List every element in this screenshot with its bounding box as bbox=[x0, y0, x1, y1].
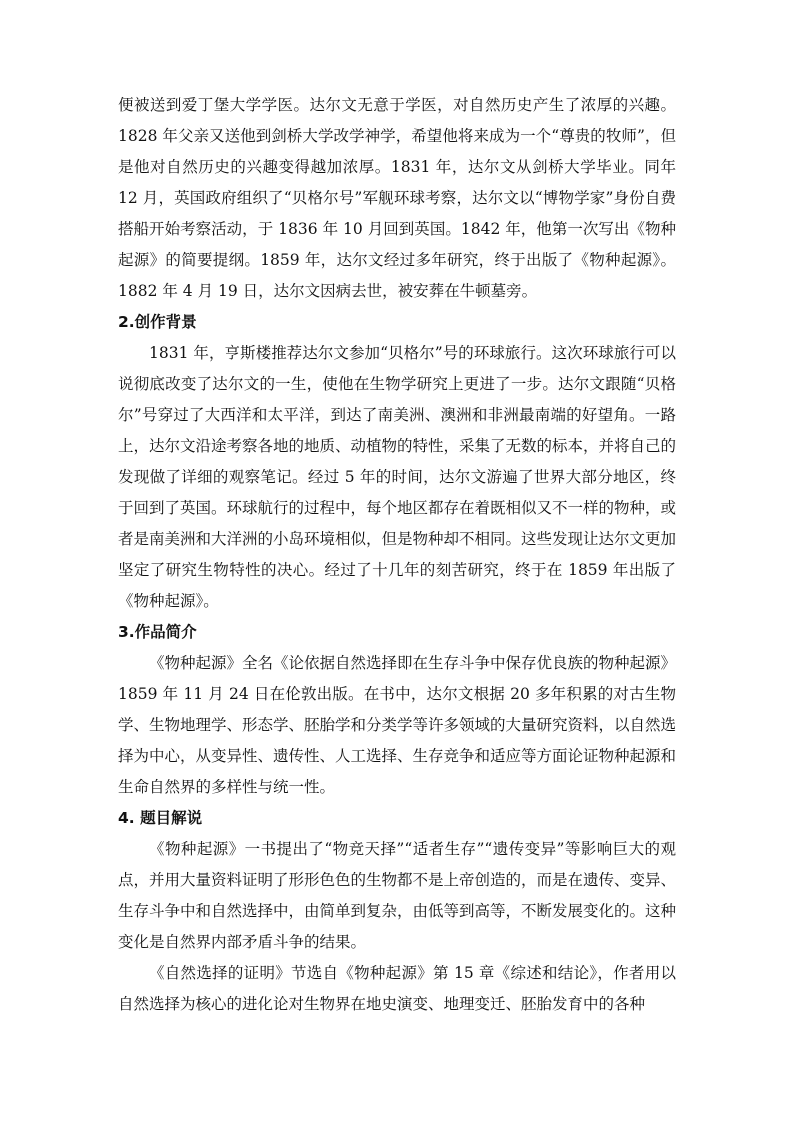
intro-paragraph: 便被送到爱丁堡大学学医。达尔文无意于学医，对自然历史产生了浓厚的兴趣。1828 年父亲又送他到剑桥大学改学神学，希望他将来成为一个“尊贵的牧师”，但是他对自然历史的兴趣变得越加浓厚。1831 年，达尔文从剑桥大学毕业。同年 12 月，英国政府组织了“贝格尔号”军舰环球考察，达尔文以“博物学家”身份自费搭船开始考察活动，于 1836 年 10 月回到英国。1842 年，他第一次写出《物种起源》的简要提纲。1859 年，达尔文经过多年研究，终于出版了《物种起源》。1882 年 4 月 19 日，达尔文因病去世，被安葬在牛顿墓旁。 bbox=[118, 96, 676, 300]
section-heading-work-intro: 3.作品简介 bbox=[118, 623, 197, 641]
section-heading-title-explanation: 4. 题目解说 bbox=[118, 809, 203, 827]
section-heading-background: 2.创作背景 bbox=[118, 313, 197, 331]
title-explanation-paragraph-2: 《自然选择的证明》节选自《物种起源》第 15 章《综述和结论》，作者用以自然选择为核心的进化论对生物界在地史演变、地理变迁、胚胎发育中的各种 bbox=[118, 964, 676, 1013]
background-paragraph: 1831 年，亨斯楼推荐达尔文参加“贝格尔”号的环球旅行。这次环球旅行可以说彻底改变了达尔文的一生，使他在生物学研究上更进了一步。达尔文跟随“贝格尔”号穿过了大西洋和太平洋，到达了南美洲、澳洲和非洲最南端的好望角。一路上，达尔文沿途考察各地的地质、动植物的特性，采集了无数的标本，并将自己的发现做了详细的观察笔记。经过 5 年的时间，达尔文游遍了世界大部分地区，终于回到了英国。环球航行的过程中，每个地区都存在着既相似又不一样的物种，或者是南美洲和大洋洲的小岛环境相似，但是物种却不相同。这些发现让达尔文更加坚定了研究生物特性的决心。经过了十几年的刻苦研究，终于在 1859 年出版了《物种起源》。 bbox=[118, 344, 677, 610]
document-page bbox=[118, 90, 676, 1020]
work-intro-paragraph: 《物种起源》全名《论依据自然选择即在生存斗争中保存优良族的物种起源》1859 年 11 月 24 日在伦敦出版。在书中，达尔文根据 20 多年积累的对古生物学、生物地理学、形态学、胚胎学和分类学等许多领域的大量研究资料，以自然选择为中心，从变异性、遗传性、人工选择、生存竞争和适应等方面论证物种起源和生命自然界的多样性与统一性。 bbox=[118, 654, 677, 796]
title-explanation-paragraph-1: 《物种起源》一书提出了“物竞天择”“适者生存”“遗传变异”等影响巨大的观点，并用大量资料证明了形形色色的生物都不是上帝创造的，而是在遗传、变异、生存斗争中和自然选择中，由简单到复杂，由低等到高等，不断发展变化的。这种变化是自然界内部矛盾斗争的结果。 bbox=[118, 840, 677, 951]
